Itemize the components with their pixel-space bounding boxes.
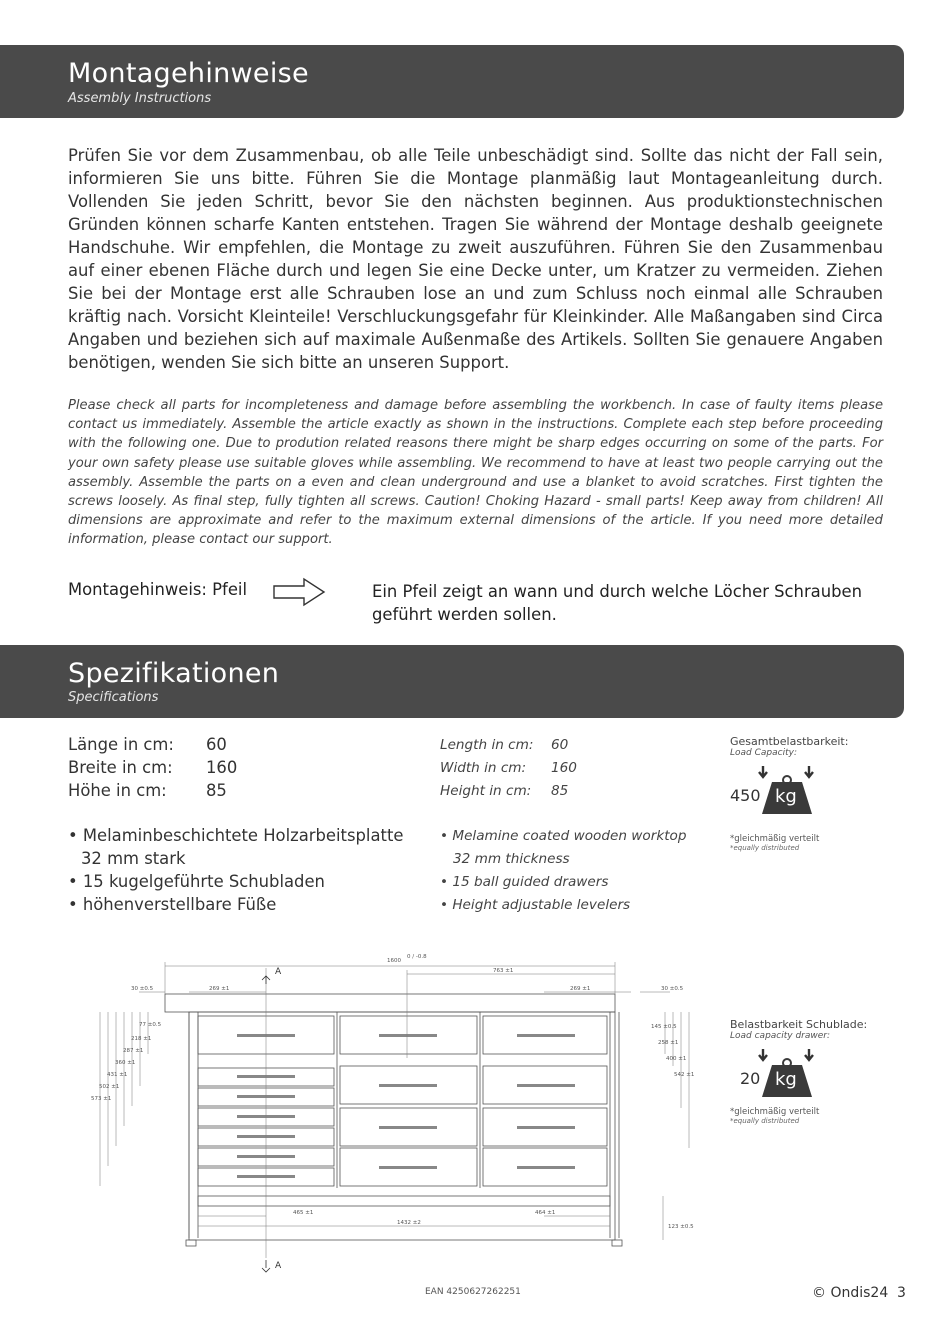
dim-v-right: 145 ±0.5 [651, 1024, 677, 1030]
section-mark-top: A [275, 967, 282, 977]
features-de [68, 824, 403, 916]
dim-label: Breite in cm: [68, 758, 173, 777]
dim-label: Länge in cm: [68, 735, 174, 754]
dim-label: Width in cm: [440, 760, 527, 776]
dim-row [440, 734, 577, 757]
dim-right-inner: 269 ±1 [570, 986, 591, 992]
load-title: Belastbarkeit Schublade: [730, 1018, 868, 1031]
assembly-text-de: Prüfen Sie vor dem Zusammenbau, ob alle Teile unbeschädigt sind. Sollte das nicht der Fall sein, informieren Sie uns bitte. Führen Sie die Montage planmäßig laut Montageanleitung durch. Vollenden Sie jeden Schritt, bevor Sie den nächsten beginnen. Aus produktionstechnischen Gründen können scharfe Kanten entstehen. Tragen Sie während der Montage deshalb geeignete Handschuhe. Wir empfehlen, die Montage zu zweit auszuführen. Führen Sie den Zusammenbau auf einer ebenen Fläche durch und legen Sie eine Decke unter, um Kratzer zu vermeiden. Ziehen Sie bei der Montage erst alle Schrauben lose an und zum Schluss noch einmal alle Schrauben kräftig nach. Vorsicht Kleinteile! Verschluckungsgefahr für Kleinkinder. Alle Maßangaben sind Circa Angaben und beziehen sich auf maximale Außenmaße des Artikels. Sollten Sie genauere Angaben benötigen, wenden Sie sich bitte an unseren Support. [68, 146, 883, 372]
dim-value: 160 [551, 760, 577, 776]
load-note: *gleichmäßig verteilt [730, 834, 820, 844]
dim-value: 60 [206, 735, 227, 754]
dims-en [440, 734, 577, 803]
dim-right-edge: 30 ±0.5 [661, 986, 684, 992]
dim-value: 60 [551, 737, 569, 753]
assembly-title: Montagehinweise [68, 58, 309, 89]
assembly-header [0, 45, 904, 118]
load-note: *gleichmäßig verteilt [730, 1107, 820, 1117]
specs-header [0, 645, 904, 718]
dim-value: 85 [551, 783, 569, 799]
load-value: 450 [730, 786, 761, 805]
dim-left-edge: 30 ±0.5 [131, 986, 154, 992]
dim-v-left: 502 ±1 [99, 1084, 120, 1090]
dim-row [68, 733, 237, 756]
load-unit: kg [775, 1069, 797, 1090]
specs-subtitle: Specifications [68, 690, 159, 705]
dims-de [68, 733, 237, 802]
dim-v-right: 400 ±1 [666, 1056, 687, 1062]
dim-bottom-left: 465 ±1 [293, 1210, 314, 1216]
load-subtitle: Load Capacity: [730, 748, 797, 758]
load-subtitle: Load capacity drawer: [730, 1031, 831, 1041]
dim-value: 160 [206, 758, 238, 777]
dim-overall-tol: 0 / -0.8 [407, 954, 427, 960]
section-mark-bottom: A [275, 1261, 282, 1271]
dim-v-left: 218 ±1 [131, 1036, 152, 1042]
feature-item: • höhenverstellbare Füße [68, 895, 277, 914]
load-capacity-drawer [730, 1018, 880, 1125]
weight-badge [730, 1047, 880, 1099]
dim-row [68, 756, 237, 779]
assembly-text-en: Please check all parts for incompleteness and damage before assembling the workbench. In case of faulty items please contact us immediately. Assemble the article exactly as shown in the instructions. Complete each step before proceeding with the following one. Due to prodution related reasons there might be sharp edges occurring on some of the parts. For your own safety please use suitable gloves while assembling. We recommend to have at least two people carrying out the assembly. Assemble the parts on a even and clean underground and use a blanket to avoid scratches. First tighten the screws loosely. As final step, fully tighten all screws. Caution! Choking Hazard - small parts! Keep away from children! All dimensions are approximate and refer to the maximum external dimensions of the article. If you need more detailed information, please contact our support. [68, 398, 883, 548]
footer-ean: EAN 4250627262251 [425, 1287, 521, 1297]
dim-top-right: 763 ±1 [493, 968, 514, 974]
load-unit: kg [775, 786, 797, 807]
dim-left-inner: 269 ±1 [209, 986, 230, 992]
dim-v-right: 258 ±1 [658, 1040, 679, 1046]
feature-item: 32 mm thickness [453, 851, 570, 867]
load-capacity-total [730, 735, 880, 852]
dim-row [440, 780, 577, 803]
dim-bottom-right: 464 ±1 [535, 1210, 556, 1216]
dim-bottom-total: 1432 ±2 [397, 1220, 421, 1226]
feature-item: • Melamine coated wooden worktop [440, 828, 687, 844]
arrow-hint-desc: Ein Pfeil zeigt an wann und durch welche Löcher Schrauben geführt werden sollen. [372, 582, 862, 624]
load-title: Gesamtbelastbarkeit: [730, 735, 849, 748]
dim-label: Height in cm: [440, 783, 532, 799]
feature-item: • 15 kugelgeführte Schubladen [68, 872, 325, 891]
arrow-hint-label: Montagehinweis: Pfeil [68, 580, 248, 599]
load-note-en: *equally distributed [730, 1117, 800, 1125]
dim-row [68, 779, 237, 802]
dim-v-left: 77 ±0.5 [139, 1022, 162, 1028]
technical-drawing [85, 948, 695, 1278]
features-en [440, 825, 686, 917]
page-number: 3 [897, 1285, 906, 1301]
footer-brand: © Ondis24 [812, 1285, 889, 1301]
dim-foot-height: 123 ±0.5 [668, 1224, 694, 1230]
dim-v-right: 542 ±1 [674, 1072, 695, 1078]
load-value: 20 [740, 1069, 761, 1088]
feature-item: • 15 ball guided drawers [440, 874, 609, 890]
load-note-en: *equally distributed [730, 844, 800, 852]
feature-item: • Height adjustable levelers [440, 897, 631, 913]
outline-arrow-right-icon [272, 577, 326, 607]
feature-item: • Melaminbeschichtete Holzarbeitsplatte [68, 826, 404, 845]
dim-overall: 1600 [387, 958, 401, 964]
dim-label: Length in cm: [440, 737, 534, 753]
dim-v-left: 360 ±1 [115, 1060, 136, 1066]
dim-value: 85 [206, 781, 227, 800]
dim-v-left: 431 ±1 [107, 1072, 128, 1078]
dim-v-left: 287 ±1 [123, 1048, 144, 1054]
dim-row [440, 757, 577, 780]
assembly-subtitle: Assembly Instructions [68, 91, 212, 106]
weight-badge [730, 764, 880, 820]
specs-title: Spezifikationen [68, 658, 280, 689]
feature-item: 32 mm stark [81, 849, 186, 868]
dim-label: Höhe in cm: [68, 781, 167, 800]
dim-v-left: 573 ±1 [91, 1096, 112, 1102]
